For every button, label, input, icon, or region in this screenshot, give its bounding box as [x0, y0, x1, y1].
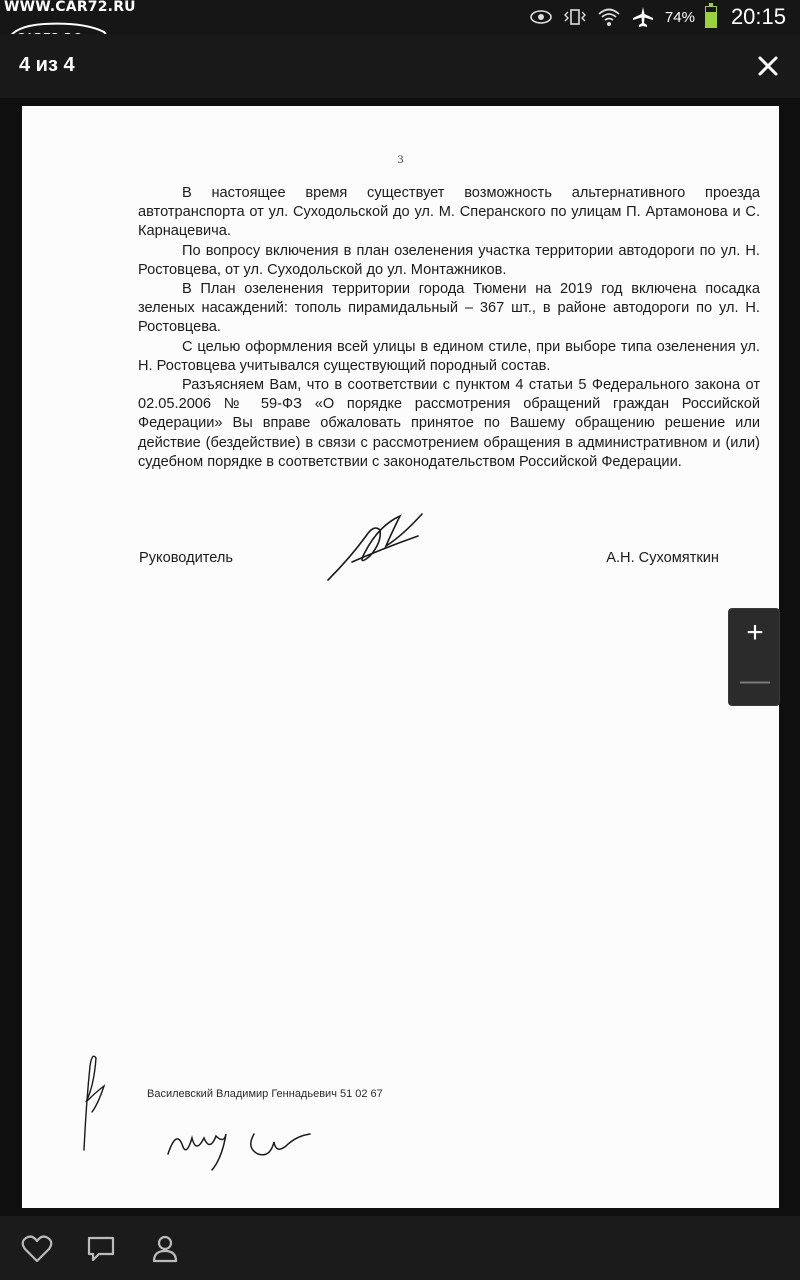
battery-percent: 74% — [664, 8, 695, 26]
battery-level — [706, 12, 716, 27]
image-viewer[interactable] — [0, 98, 800, 1216]
viewer-header — [0, 34, 800, 98]
document-body — [138, 184, 760, 472]
user-icon[interactable] — [149, 1234, 181, 1264]
signatory-title: Руководитель — [139, 550, 234, 566]
clock: 20:15 — [730, 4, 786, 29]
airplane-icon — [631, 6, 655, 28]
paragraph: В План озеленения территории города Тюмени на 2019 год включена посадка зеленых насаждений: тополь пирамидальный – 367 шт., в районе автодороги по ул. Н. Ростовцева. — [138, 281, 760, 336]
document-page — [22, 106, 779, 1208]
zoom-controls — [728, 608, 780, 706]
executor-info: Василевский Владимир Геннадьевич 51 02 67 — [147, 1088, 383, 1100]
paragraph: Разъясняем Вам, что в соответствии с пунктом 4 статьи 5 Федерального закона от 02.05.2006 № 59-ФЗ «О порядке рассмотрения обращений граждан Российской Федерации» Вы вправе обжаловать принятое по Вашему обращению решение или действие (бездействие) в связи с рассмотрением обращения в административном и (или) судебном порядке в соответствии с законодательством Российской Федерации. — [138, 377, 760, 470]
bottom-bar — [0, 1216, 800, 1280]
image-counter: 4 из 4 — [19, 54, 75, 76]
heart-icon[interactable] — [21, 1234, 53, 1264]
paragraph: В настоящее время существует возможность альтернативного проезда автотранспорта от ул. Суходольской до ул. М. Сперанского по улицам П. Артамонова и С. Карнацевича. — [138, 185, 760, 240]
eye-icon — [529, 6, 553, 28]
comment-icon[interactable] — [85, 1234, 117, 1264]
zoom-out-label: — — [740, 664, 770, 697]
battery-icon — [705, 6, 717, 28]
signature-main — [322, 496, 432, 586]
status-bar — [0, 0, 800, 34]
close-button[interactable] — [750, 48, 786, 84]
zoom-out-button[interactable] — [729, 657, 781, 705]
zoom-in-button[interactable] — [729, 609, 781, 657]
vibrate-icon — [563, 6, 587, 28]
signature-margin — [74, 1046, 114, 1156]
signature-bottom — [162, 1114, 322, 1174]
signatory-name: А.Н. Сухомяткин — [606, 550, 719, 566]
paragraph: По вопросу включения в план озеленения участка территории автодороги по ул. Н. Ростовцева, от ул. Суходольской до ул. Монтажников. — [138, 242, 760, 278]
zoom-in-label: + — [746, 616, 764, 649]
close-icon — [757, 55, 779, 77]
watermark-url: WWW.CAR72.RU — [4, 0, 136, 15]
wifi-icon — [597, 6, 621, 28]
page-number: 3 — [397, 152, 404, 166]
paragraph: С целью оформления всей улицы в едином стиле, при выборе типа озеленения ул. Н. Ростовцева учитывался существующий породный состав. — [138, 338, 760, 374]
